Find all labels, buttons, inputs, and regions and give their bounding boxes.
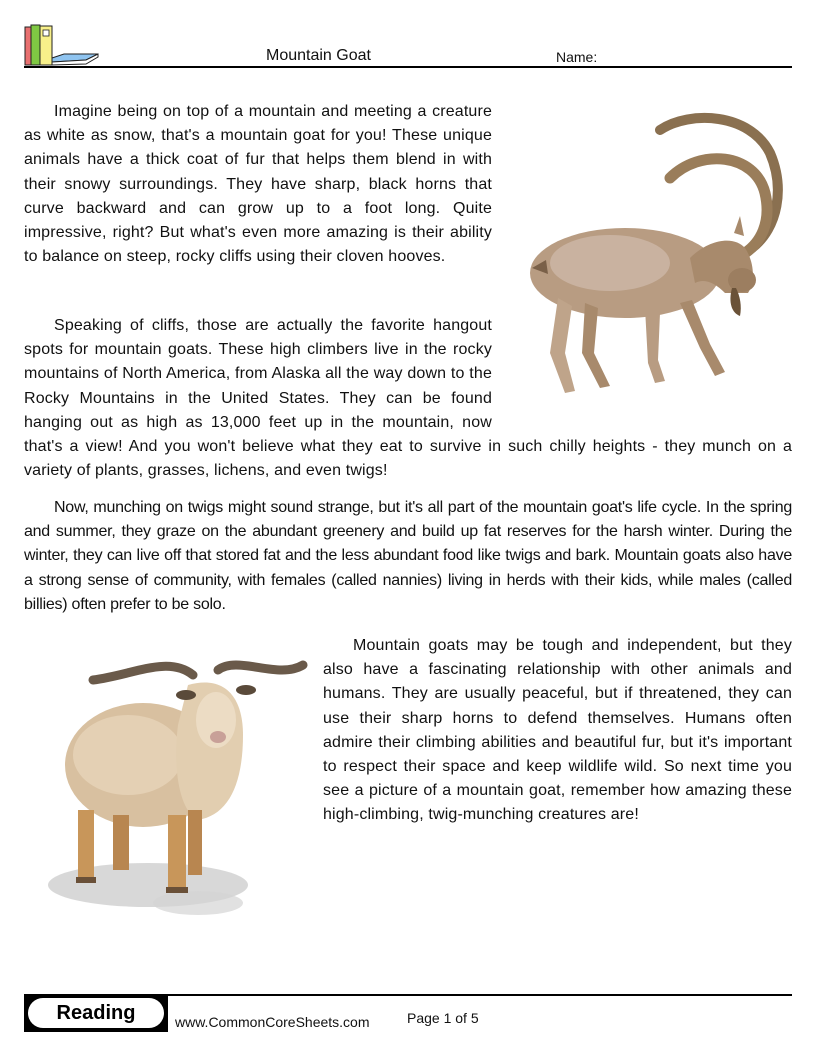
- reading-badge: [24, 994, 168, 1032]
- worksheet-title: Mountain Goat: [266, 47, 371, 64]
- ibex-goat-image: [520, 108, 790, 403]
- paragraph-2: Speaking of cliffs, those are actually the favorite hangout spots for mountain goats. These high climbers live in the rocky mountains of North America, from Alaska all the way down to the Rocky Mountains in the United States. They can be found hanging out as high as 13,000 feet up in the mountain, now that's a view! And you won't believe what they eat to survive in such chilly heights - they munch on a variety of plants, grasses, lichens, and even twigs!: [24, 317, 792, 480]
- long-haired-goat-image: [38, 645, 313, 925]
- header-divider: [24, 66, 792, 68]
- name-field-label: Name:: [556, 49, 598, 65]
- worksheet-header: [24, 24, 792, 70]
- footer-divider: [164, 994, 792, 996]
- reading-badge-label: Reading: [28, 998, 164, 1028]
- page-number: Page 1 of 5: [407, 1010, 479, 1026]
- paragraph-4: Mountain goats may be tough and independent, but they also have a fascinating relationship with other animals and humans. They are usually peaceful, but if threatened, they can use their sharp horns to defend themselves. Humans often admire their climbing abilities and beautiful fur, but it's important to respect their space and keep wildlife wild. So next time you see a picture of a mountain goat, remember how amazing these high-climbing, twig-munching creatures are!: [323, 637, 792, 824]
- paragraph-3: Now, munching on twigs might sound strange, but it's all part of the mountain goat's life cycle. In the spring and summer, they graze on the abundant greenery and build up fat reserves for the harsh winter. During the winter, they can live off that stored fat and the less abundant food like twigs and bark. Mountain goats also have a strong sense of community, with females (called nannies) living in herds with their kids, while males (called billies) often prefer to be solo.: [24, 499, 792, 613]
- website-link[interactable]: www.CommonCoreSheets.com: [175, 1014, 370, 1030]
- worksheet-footer: [24, 994, 792, 1034]
- paragraph-1: Imagine being on top of a mountain and meeting a creature as white as snow, that's a mountain goat for you! These unique animals have a thick coat of fur that helps them blend in with their snowy surroundings. They have sharp, black horns that curve backward and can grow up to a foot long. Quite impressive, right? But what's even more amazing is their ability to balance on steep, rocky cliffs using their cloven hooves.: [24, 103, 492, 266]
- books-icon: [24, 24, 102, 68]
